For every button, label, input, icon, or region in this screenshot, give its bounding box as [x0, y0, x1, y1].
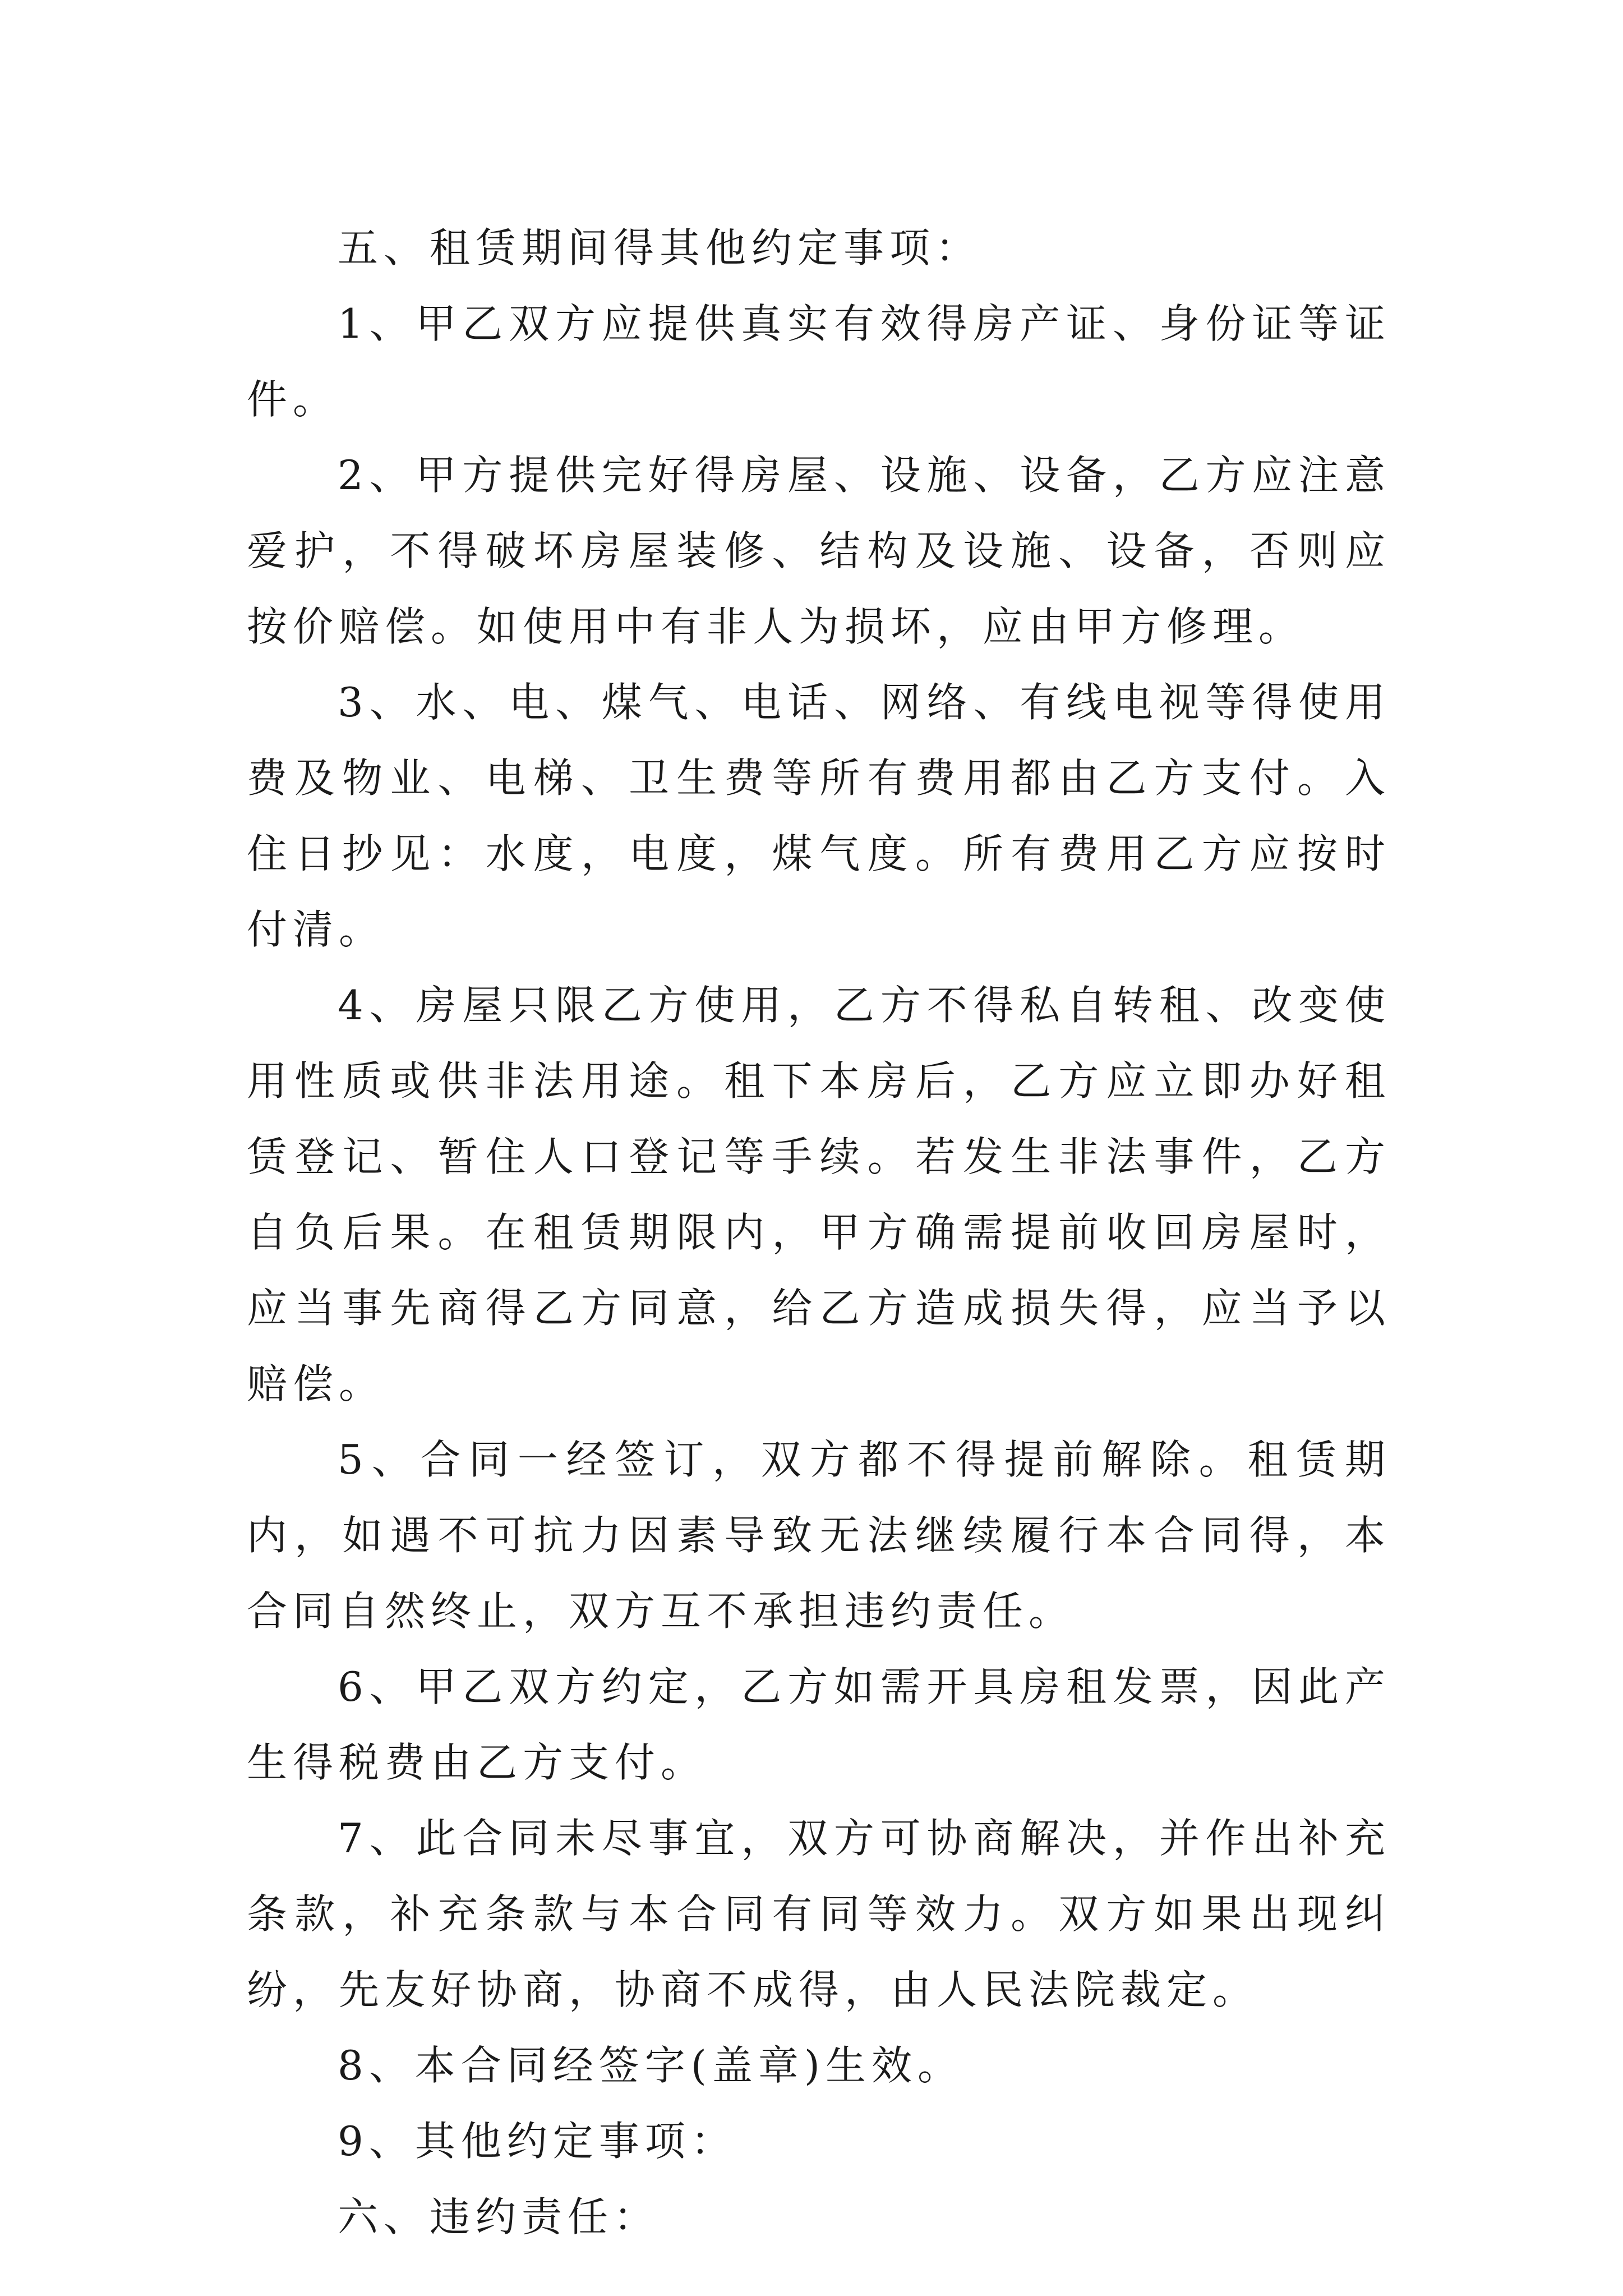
section-heading-breach-liability: 六、违约责任：	[338, 2193, 660, 2240]
clause-9: 9、其他约定事项：	[338, 2118, 737, 2165]
clause-8: 8、本合同经签字(盖章)生效。	[338, 2042, 963, 2089]
clause-7: 7、此合同未尽事宜，双方可协商解决，并作出补充条款，补充条款与本合同有同等效力。双方如果出现纠纷，先友好协商，协商不成得，由人民法院裁定。	[247, 1815, 1391, 2013]
clause-4: 4、房屋只限乙方使用，乙方不得私自转租、改变使用性质或供非法用途。租下本房后，乙方应立即办好租赁登记、暂住人口登记等手续。若发生非法事件，乙方自负后果。在租赁期限内，甲方确需提前收回房屋时，应当事先商得乙方同意，给乙方造成损失得，应当予以赔偿。	[247, 982, 1391, 1407]
section-heading-other-terms: 五、租赁期间得其他约定事项：	[338, 224, 982, 272]
clause-6: 6、甲乙双方约定，乙方如需开具房租发票，因此产生得税费由乙方支付。	[247, 1663, 1391, 1786]
clause-3: 3、水、电、煤气、电话、网络、有线电视等得使用费及物业、电梯、卫生费等所有费用都由乙方支付。入住日抄见：水度，电度，煤气度。所有费用乙方应按时付清。	[247, 679, 1391, 953]
document-body	[247, 210, 1391, 2255]
clause-1: 1、甲乙双方应提供真实有效得房产证、身份证等证件。	[247, 300, 1391, 423]
clause-5: 5、合同一经签订，双方都不得提前解除。租赁期内，如遇不可抗力因素导致无法继续履行本合同得，本合同自然终止，双方互不承担违约责任。	[247, 1436, 1391, 1635]
clause-2: 2、甲方提供完好得房屋、设施、设备，乙方应注意爱护，不得破坏房屋装修、结构及设施、设备，否则应按价赔偿。如使用中有非人为损坏，应由甲方修理。	[247, 452, 1391, 650]
